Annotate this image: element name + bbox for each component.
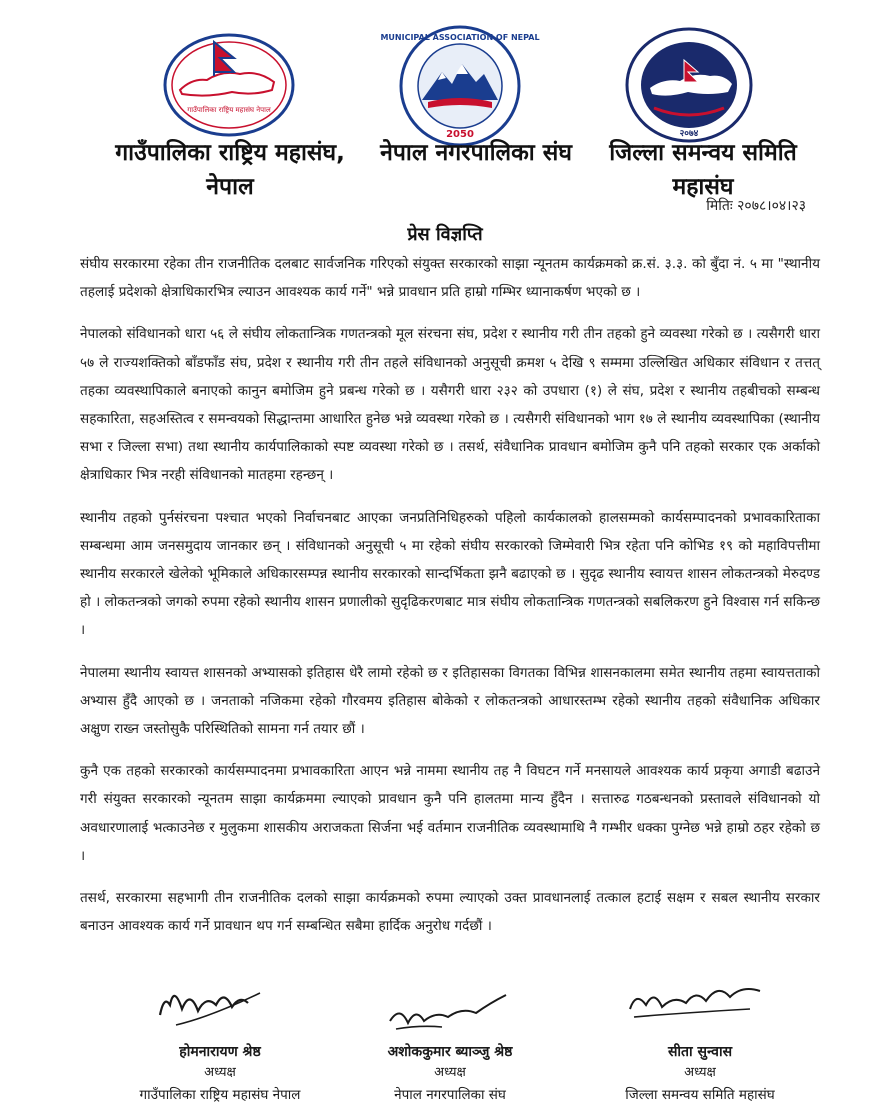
gaunpalika-association-logo bbox=[162, 30, 297, 140]
svg-text:२०७४: २०७४ bbox=[679, 129, 699, 139]
signatory-3 bbox=[600, 965, 800, 1107]
release-date: मितिः २०७८।०४।२३ bbox=[706, 198, 806, 214]
org-name-line: महासंघ bbox=[672, 174, 734, 200]
signatory-name: सीता सुन्वास bbox=[667, 1044, 733, 1060]
signatory-title: अध्यक्ष bbox=[204, 1065, 236, 1080]
handwritten-signature bbox=[120, 965, 320, 1039]
org-name-line: जिल्ला समन्वय समिति bbox=[609, 140, 797, 166]
svg-text:गाउँपालिका राष्ट्रिय महासंघ ने: गाउँपालिका राष्ट्रिय महासंघ नेपाल bbox=[187, 106, 271, 114]
signatory-2 bbox=[350, 965, 550, 1107]
page-title: प्रेस विज्ञप्ति bbox=[407, 224, 483, 245]
org-name-district-committee bbox=[592, 136, 814, 204]
paragraph: कुनै एक तहको सरकारको कार्यसम्पादनमा प्रभावकारिता आएन भन्ने नाममा स्थानीय तह नै विघटन गर्ने मनसायले आवश्यक कार्य प्रकृया अगाडी बढाउने गरी संयुक्त सरकारको न्यूनतम साझा कार्यक्रममा ल्याएको प्रावधान कुनै पनि हालतमा मान्य हुँदैन । सत्तारुढ गठबन्धनको प्रस्तावले संविधानको यो अवधारणालाई भत्काउनेछ र मुलुकमा शासकीय अराजकता सिर्जना भई वर्तमान राजनीतिक व्यवस्थामाथि नै गम्भीर धक्का पुग्नेछ भन्ने हाम्रो ठहर रहेको छ । bbox=[80, 763, 820, 864]
district-committee-logo bbox=[624, 26, 754, 144]
signatory-org: जिल्ला समन्वय समिति महासंघ bbox=[625, 1087, 775, 1103]
press-release-body bbox=[80, 250, 820, 954]
org-name-nagarpalika bbox=[376, 136, 576, 170]
paragraph: नेपालको संविधानको धारा ५६ ले संघीय लोकतान्त्रिक गणतन्त्रको मूल संरचना संघ, प्रदेश र स्थानीय गरी तीन तहको हुने व्यवस्था गरेको छ । त्यसैगरी धारा ५७ ले राज्यशक्तिको बाँडफाँड संघ, प्रदेश र स्थानीय गरी तीन तहले संविधानको अनुसूची क्रमश ५ देखि ९ सम्ममा उल्लिखित अधिकार संविधान र तत्तत् तहका व्यवस्थापिकाले बनाएको कानुन बमोजिम हुने प्रबन्ध गरेको छ । यसैगरी धारा २३२ को उपधारा (१) ले संघ, प्रदेश र स्थानीय तहबीचको सम्बन्ध सहकारिता, सहअस्तित्व र समन्वयको सिद्धान्तमा आधारित हुनेछ भन्ने व्यवस्था गरेको छ । त्यसैगरी संविधानको भाग १७ ले स्थानीय व्यवस्थापिका (स्थानीय सभा र जिल्ला सभा) तथा स्थानीय कार्यपालिकाको स्पष्ट व्यवस्था गरेको छ । तसर्थ, संवैधानिक प्रावधान बमोजिम कुनै पनि तहको सरकार एक अर्काको क्षेत्राधिकार भित्र नरही संविधानको मातहमा रहन्छन् । bbox=[80, 326, 820, 484]
paragraph: संघीय सरकारमा रहेका तीन राजनीतिक दलबाट सार्वजनिक गरिएको संयुक्त सरकारको साझा न्यूनतम कार्यक्रमको क्र.सं. ३.३. को बुँदा नं. ५ मा "स्थानीय तहलाई प्रदेशको क्षेत्राधिकारभित्र ल्याउन आवश्यक कार्य गर्ने" भन्ने प्रावधान प्रति हाम्रो गम्भिर ध्यानाकर्षण भएको छ । bbox=[80, 256, 820, 301]
org-name-gaunpalika bbox=[85, 136, 375, 204]
org-name-line: नेपाल नगरपालिका संघ bbox=[380, 140, 572, 166]
org-name-line: गाउँपालिका राष्ट्रिय महासंघ, bbox=[115, 140, 345, 166]
signatory-org: गाउँपालिका राष्ट्रिय महासंघ नेपाल bbox=[139, 1087, 301, 1103]
paragraph: तसर्थ, सरकारमा सहभागी तीन राजनीतिक दलको साझा कार्यक्रमको रुपमा ल्याएको उक्त प्रावधानलाई तत्काल हटाई सक्षम र सबल स्थानीय सरकार बनाउन आवश्यक कार्य गर्ने प्रावधान थप गर्न सम्बन्धित सबैमा हार्दिक अनुरोध गर्दछौं । bbox=[80, 890, 820, 935]
org-name-line: नेपाल bbox=[206, 174, 254, 200]
paragraph: नेपालमा स्थानीय स्वायत्त शासनको अभ्यासको इतिहास धेरै लामो रहेको छ र इतिहासका विगतका विभिन्न शासनकालमा समेत स्थानीय तहमा स्वायत्तताको अभ्यास हुँदै आएको छ । जनताको नजिकमा रहेको गौरवमय इतिहास बोकेको र लोकतन्त्रको आधारस्तम्भ रहेको स्थानीय तहको संवैधानिक अधिकार अक्षुण राख्न जस्तोसुकै परिस्थितिको सामना गर्न तयार छौं । bbox=[80, 664, 820, 738]
signatory-title: अध्यक्ष bbox=[684, 1065, 716, 1080]
handwritten-signature bbox=[350, 965, 550, 1039]
signatory-name: होमनारायण श्रेष्ठ bbox=[179, 1044, 261, 1060]
municipal-association-logo bbox=[380, 24, 540, 148]
signatory-1 bbox=[120, 965, 320, 1107]
signatory-title: अध्यक्ष bbox=[434, 1065, 466, 1080]
signatory-name: अशोककुमार ब्याञ्जु श्रेष्ठ bbox=[387, 1044, 513, 1060]
paragraph: स्थानीय तहको पुर्नसंरचना पश्चात भएको निर्वाचनबाट आएका जनप्रतिनिधिहरुको पहिलो कार्यकालको हालसम्मको कार्यसम्पादनको प्रभावकारिताका सम्बन्धमा आम जनसमुदाय जानकार छन् । संविधानको अनुसूची ५ मा रहेको संघीय सरकारको जिम्मेवारी भित्र रहेता पनि कोभिड १९ को महाविपत्तीमा स्थानीय सरकारले खेलेको भूमिकाले अधिकारसम्पन्न स्थानीय सरकारको सान्दर्भिकता झनै बढाएको छ । सुदृढ स्थानीय स्वायत्त शासन लोकतन्त्रको मेरुदण्ड हो । लोकतन्त्रको जगको रुपमा रहेको स्थानीय शासन प्रणालीको सुदृढिकरणबाट मात्र संघीय लोकतान्त्रिक गणतन्त्रको सबलिकरण हुने विश्वास गर्न सकिन्छ । bbox=[80, 509, 820, 639]
handwritten-signature bbox=[600, 965, 800, 1039]
svg-text:2050: 2050 bbox=[446, 129, 474, 140]
signatory-org: नेपाल नगरपालिका संघ bbox=[394, 1087, 506, 1103]
svg-text:MUNICIPAL ASSOCIATION OF NEPAL: MUNICIPAL ASSOCIATION OF NEPAL bbox=[380, 33, 540, 42]
